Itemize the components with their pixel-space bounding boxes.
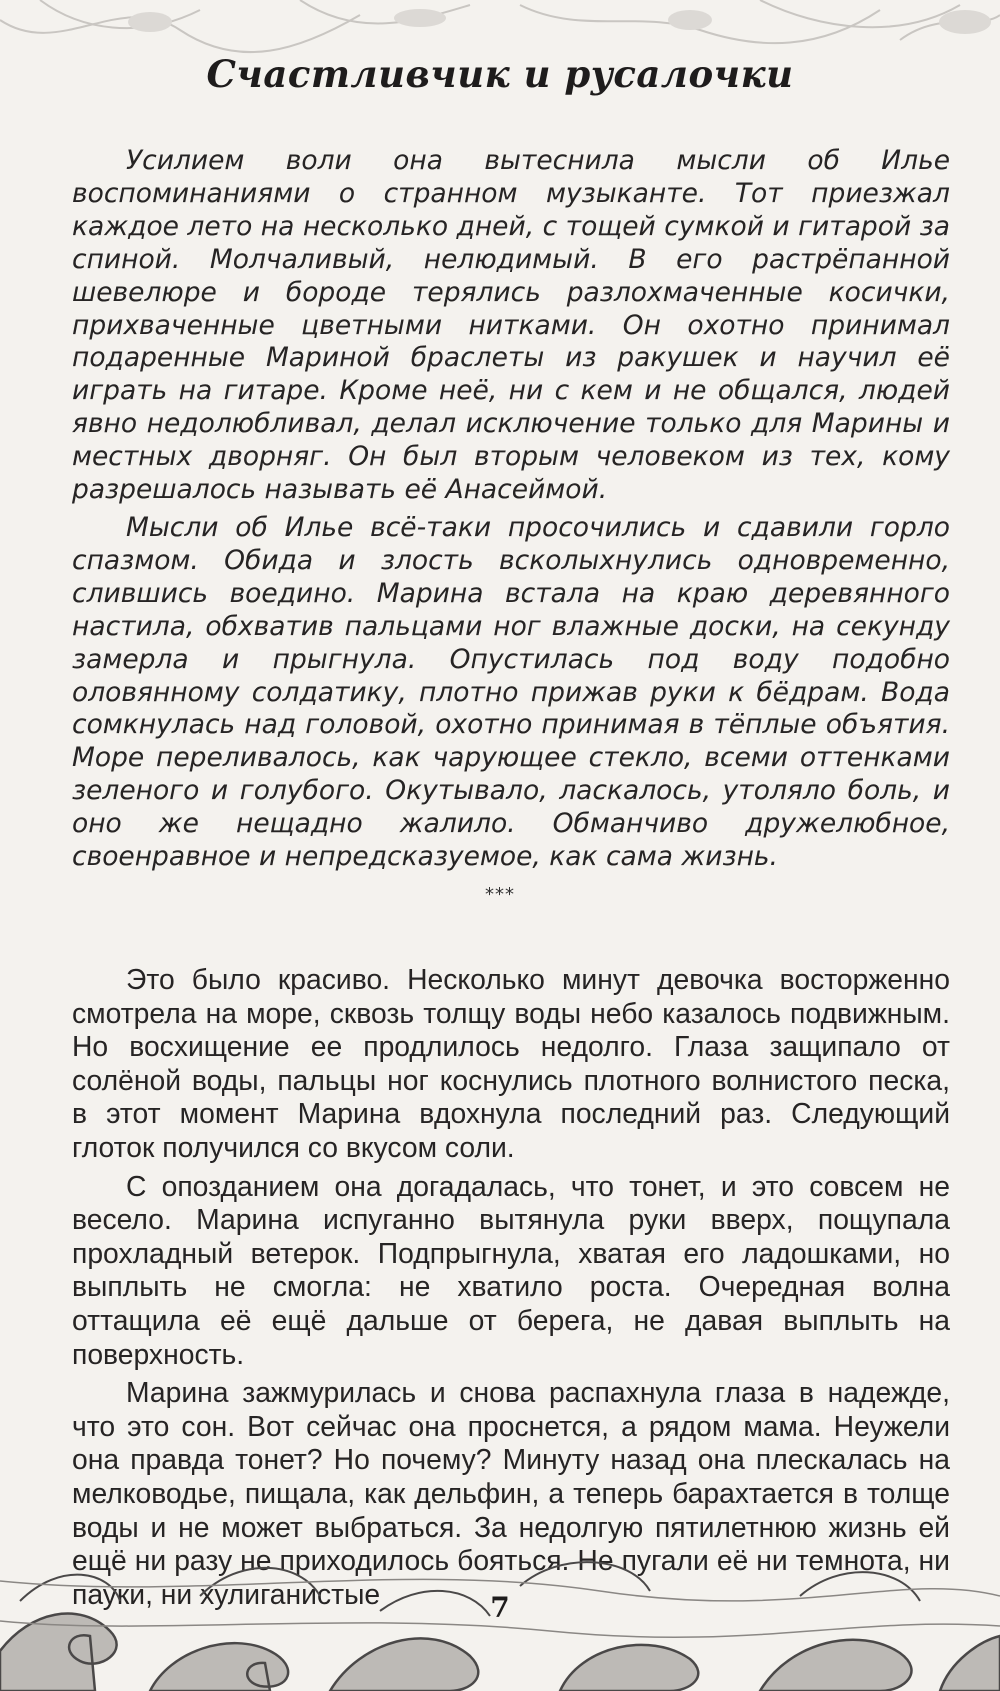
section-separator: ***: [485, 884, 515, 905]
italic-section: [72, 145, 950, 879]
paragraph: Мысли об Илье всё-таки просочились и сдавили горло спазмом. Обида и злость всколыхнулись одновременно, слившись воедино. Марина встала на краю деревянного настила, обхватив пальцами ног влажные доски, на секунду замерла и прыгнула. Опустилась под воду подобно оловянному солдатику, плотно прижав руки к бёдрам. Вода сомкнулась над головой, охотно принимая в тёплые объятия. Море переливалось, как чарующее стекло, всеми оттенками зеленого и голубого. Окутывало, ласкалось, утоляло боль, и оно же нещадно жалило. Обманчиво дружелюбное, своенравное и непредсказуемое, как сама жизнь.: [72, 511, 950, 873]
bottom-ornament: [0, 1541, 1000, 1691]
top-ornament: [0, 0, 1000, 60]
running-title: Счастливчик и русалочки: [206, 52, 794, 96]
paragraph: Это было красиво. Несколько минут девочка восторженно смотрела на море, сквозь толщу воды небо казалось подвижным. Но восхищение ее продлилось недолго. Глаза защипало от солёной воды, пальцы ног коснулись плотного волнистого песка, в этот момент Марина вдохнула последний раз. Следующий глоток получился со вкусом соли.: [72, 963, 950, 1163]
paragraph: С опозданием она догадалась, что тонет, и это совсем не весело. Марина испуганно вытянула руки вверх, пощупала прохладный ветерок. Подпрыгнула, хватая его ладошками, но выплыть не смогла: не хватило роста. Очередная волна оттащила её ещё дальше от берега, не давая выплыть на поверхность.: [72, 1169, 950, 1370]
paragraph: Усилием воли она вытеснила мысли об Илье воспоминаниями о странном музыканте. Тот приезжал каждое лето на несколько дней, с тощей сумкой и гитарой за спиной. Молчаливый, нелюдимый. В его растрёпанной шевелюре и бороде терялись разлохмаченные косички, прихваченные цветными нитками. Он охотно принимал подаренные Мариной браслеты из ракушек и научил её играть на гитаре. Кроме неё, ни с кем и не общался, людей явно недолюбливал, делал исключение только для Марины и местных дворняг. Он был вторым человеком из тех, кому разрешалось называть её Анасеймой.: [72, 145, 950, 506]
paragraph: Марина зажмурилась и снова распахнула глаза в надежде, что это сон. Вот сейчас она проснется, а рядом мама. Неужели она правда тонет? Но почему? Минуту назад она плескалась на мелководье, пищала, как дельфин, а теперь барахтается в толще воды и не может выбраться. За недолгую пятилетнюю жизнь ей ещё ни разу не приходилось бояться. Не пугали её ни темнота, ни пауки, ни хулиганистые: [72, 1376, 950, 1610]
page-number: 7: [490, 1591, 510, 1624]
regular-section: [72, 963, 950, 1616]
